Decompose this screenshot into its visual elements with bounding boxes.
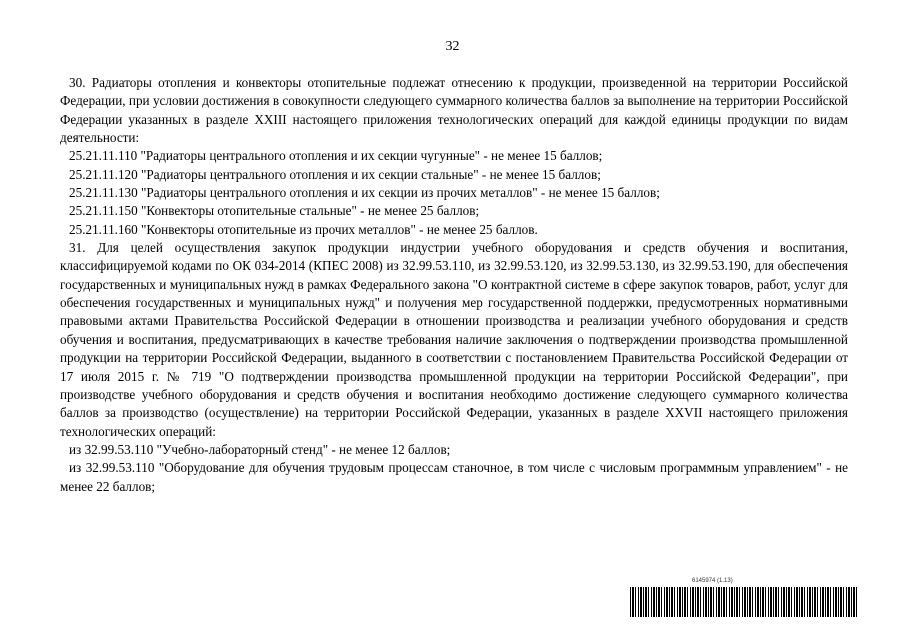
document-body xyxy=(60,74,848,496)
barcode-caption: 6145974 (1.13) xyxy=(692,578,733,584)
barcode-block xyxy=(630,578,858,622)
list-item: 25.21.11.120 "Радиаторы центрального отопления и их секции стальные" - не менее 15 баллов; xyxy=(69,166,601,182)
list-item: 25.21.11.130 "Радиаторы центрального отопления и их секции из прочих металлов" - не менее 15 баллов; xyxy=(69,185,660,201)
list-item: 25.21.11.150 "Конвекторы отопительные стальные" - не менее 25 баллов; xyxy=(69,203,480,219)
paragraph-30-intro: 30. Радиаторы отопления и конвекторы отопительные подлежат отнесению к продукции, произведенной на территории Российской Федерации, при условии достижения в совокупности следующего суммарного количества баллов за выполнение на территории Российской Федерации указанных в разделе XXIII настоящего приложения технологических операций для каждой единицы продукции по видам деятельности: xyxy=(60,75,848,146)
paragraph-31-intro: 31. Для целей осуществления закупок продукции индустрии учебного оборудования и средств обучения и воспитания, классифицируемой кодами по ОК 034-2014 (КПЕС 2008) из 32.99.53.110, из 32.99.53.120, из 32.99.53.130, из 32.99.53.190, для обеспечения государственных и муниципальных нужд в рамках Федерального закона "О контрактной системе в сфере закупок товаров, работ, услуг для обеспечения государственных и муниципальных нужд" и получения мер государственной поддержки, предусмотренных нормативными правовыми актами Правительства Российской Федерации в отношении производства и реализации учебного оборудования и средств обучения и воспитания, предусматривающих в качестве требования наличие заключения о подтверждении производства промышленной продукции на территории Российской Федерации, выданного в соответствии с постановлением Правительства Российской Федерации от 17 июля 2015 г. № 719 "О подтверждении производства промышленной продукции на территории Российской Федерации", при производстве учебного оборудования и средств обучения и воспитания необходимо достижение следующего суммарного количества баллов за производство (осуществление) на территории Российской Федерации, указанных в разделе XXVII настоящего приложения технологических операций: xyxy=(60,240,848,439)
list-item: из 32.99.53.110 "Учебно-лабораторный стенд" - не менее 12 баллов; xyxy=(69,441,451,457)
page-number: 32 xyxy=(445,39,460,54)
list-item: 25.21.11.110 "Радиаторы центрального отопления и их секции чугунные" - не менее 15 баллов; xyxy=(69,148,603,164)
list-item: из 32.99.53.110 "Оборудование для обучения трудовым процессам станочное, в том числе с числовым программным управлением" - не менее 22 баллов; xyxy=(60,460,848,494)
barcode-image xyxy=(630,587,858,617)
list-item: 25.21.11.160 "Конвекторы отопительные из прочих металлов" - не менее 25 баллов. xyxy=(69,221,538,237)
